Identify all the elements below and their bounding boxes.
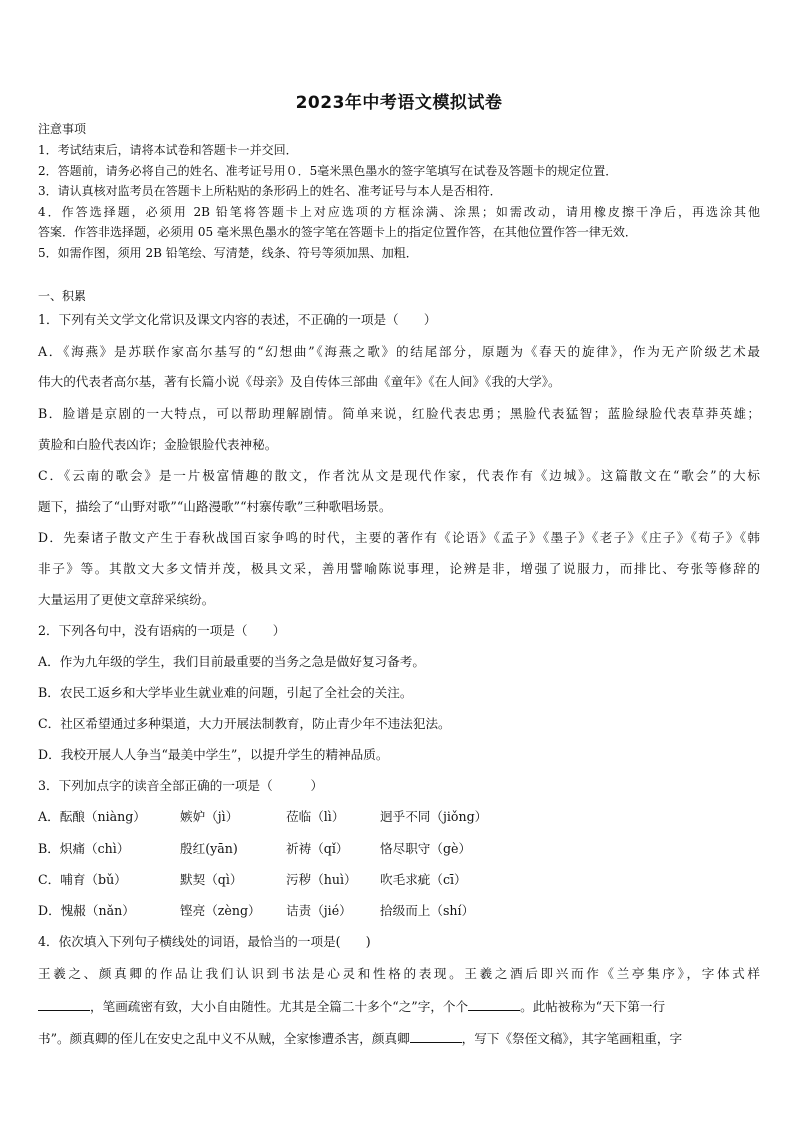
q1-option-a-cont: 伟大的代表者高尔基，著有长篇小说《母亲》及自传体三部曲《童年》《在人间》《我的大学》。: [38, 374, 561, 389]
page-title: 2023年中考语文模拟试卷: [295, 93, 503, 113]
notice-item: 5．如需作图，须用 2B 铅笔绘、写清楚，线条、符号等须加黑、加粗．: [38, 246, 418, 260]
question-stem: 2．下列各句中，没有语病的一项是（ ）: [38, 623, 286, 638]
notice-item: 3．请认真核对监考员在答题卡上所粘贴的条形码上的姓名、准考证号与本人是否相符．: [38, 184, 502, 198]
q2-option-d: D．我校开展人人争当“最美中学生”，以提升学生的精神品质。: [38, 747, 389, 762]
q4-passage: ，笔画疏密有致，大小自由随性。尤其是全篇二十多个“之”字，个个 。此帖被称为“天下第一行: [38, 998, 760, 1015]
q1-option-c-cont: 题下，描绘了“山野对歌”“山路漫歌”“村寨传歌”三种歌唱场景。: [38, 499, 392, 514]
notice-item: 4．作答选择题，必须用 2B 铅笔将答题卡上对应选项的方框涂满、涂黑；如需改动，请用橡皮擦干净后，再选涂其他: [38, 205, 760, 219]
question-stem: 1．下列有关文学文化常识及课文内容的表述，不正确的一项是（ ）: [38, 312, 437, 327]
q1-option-a: A．《海燕》是苏联作家高尔基写的“幻想曲”《海燕之歌》的结尾部分，原题为《春天的旋律》，作为无产阶级艺术最: [38, 344, 760, 359]
q4-passage: 王羲之、颜真卿的作品让我们认识到书法是心灵和性格的表现。王羲之酒后即兴而作《兰亭集序》，字体式样: [38, 966, 760, 981]
answer-blank[interactable]: [410, 1030, 462, 1043]
question-stem: 3．下列加点字的读音全部正确的一项是（ ）: [38, 778, 324, 793]
notice-item: 答案．作答非选择题，必须用 05 毫米黑色墨水的签字笔在答题卡上的指定位置作答，在其他位置作答一律无效．: [38, 225, 637, 239]
q2-option-b: B．农民工返乡和大学毕业生就业难的问题，引起了全社会的关注。: [38, 685, 413, 700]
q2-option-c: C．社区希望通过多种渠道，大力开展法制教育，防止青少年不违法犯法。: [38, 716, 451, 731]
q1-option-b-cont: 黄脸和白脸代表凶诈；金脸银脸代表神秘。: [38, 437, 278, 452]
q1-option-b: B．脸谱是京剧的一大特点，可以帮助理解剧情。简单来说，红脸代表忠勇；黑脸代表猛智；蓝脸绿脸代表草莽英雄；: [38, 406, 760, 421]
q1-option-d: D．先秦诸子散文产生于春秋战国百家争鸣的时代，主要的著作有《论语》《孟子》《墨子》《老子》《庄子》《荀子》《韩: [38, 530, 760, 545]
notice-heading: 注意事项: [38, 122, 87, 136]
q1-option-d-cont: 非子》等。其散文大多文情并茂，极具文采，善用譬喻陈说事理，论辨是非，增强了说服力，而排比、夸张等修辞的: [38, 561, 760, 576]
q2-option-a: A．作为九年级的学生，我们目前最重要的当务之急是做好复习备考。: [38, 654, 425, 669]
notice-item: 1．考试结束后，请将本试卷和答题卡一并交回．: [38, 143, 298, 157]
question-stem: 4．依次填入下列句子横线处的词语，最恰当的一项是( ): [38, 934, 371, 949]
answer-blank[interactable]: [468, 998, 520, 1011]
q1-option-c: C．《云南的歌会》是一片极富情趣的散文，作者沈从文是现代作家，代表作有《边城》。这篇散文在“歌会”的大标: [38, 468, 760, 483]
answer-blank[interactable]: [38, 998, 90, 1011]
q4-passage: 书”。颜真卿的侄儿在安史之乱中义不从贼，全家惨遭杀害，颜真卿 ，写下《祭侄文稿》，其字笔画粗重，字: [38, 1031, 683, 1046]
section-heading: 一、积累: [38, 289, 87, 303]
notice-item: 2．答题前，请务必将自己的姓名、准考证号用０．5毫米黑色墨水的签字笔填写在试卷及答题卡的规定位置．: [38, 164, 618, 178]
q1-option-d-cont: 大量运用了更使文章辞采缤纷。: [38, 592, 215, 607]
